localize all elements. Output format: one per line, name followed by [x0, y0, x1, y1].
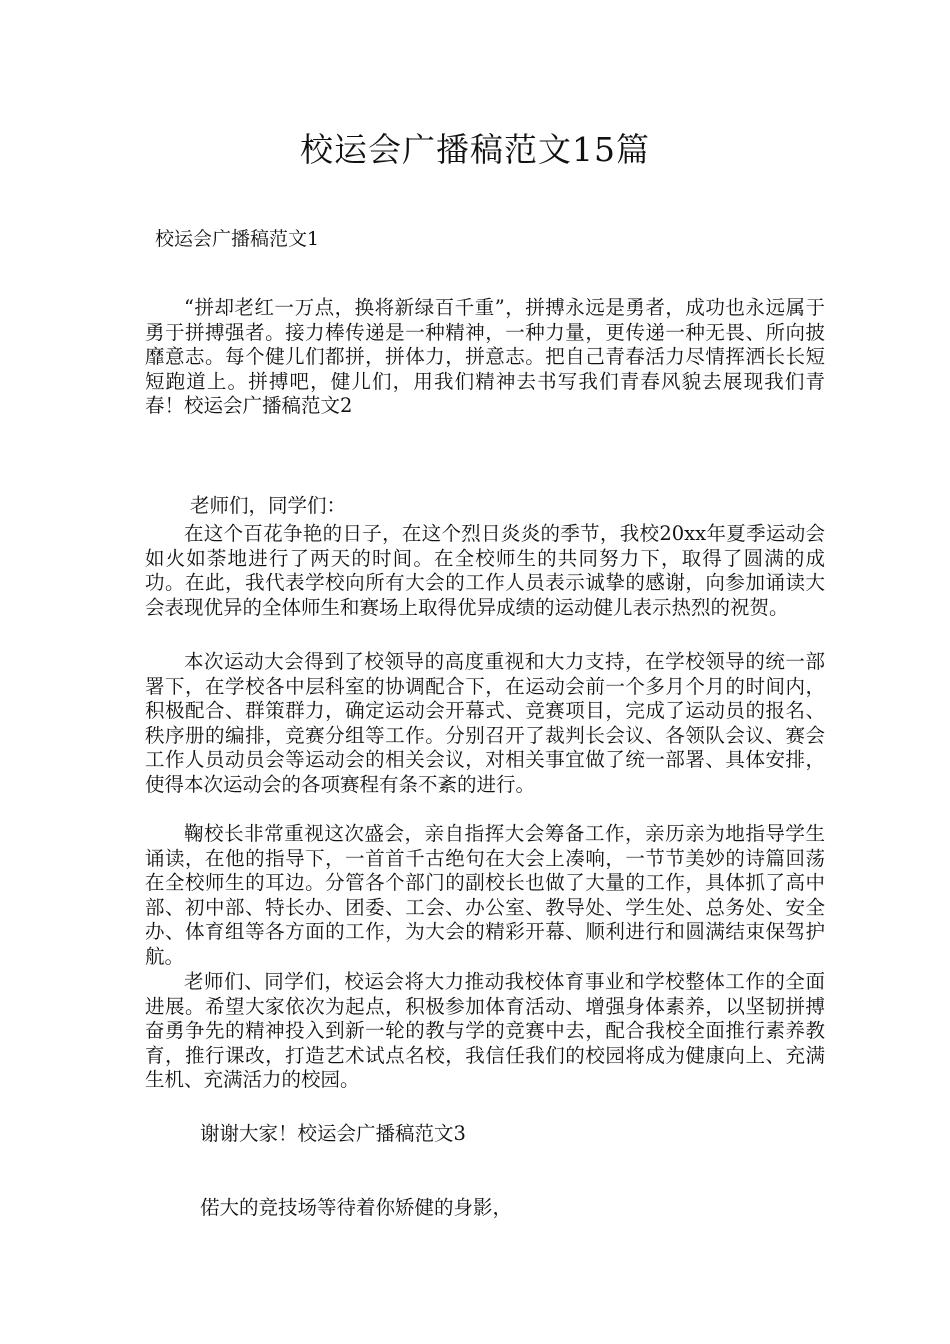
- paragraph-4: 鞠校长非常重视这次盛会，亲自指挥大会筹备工作，亲历亲为地指导学生诵读，在他的指导下，一首首千古绝句在大会上凑响，一节节美妙的诗篇回荡在全校师生的耳边。分管各个部门的副校长也做了大量的工作，具体抓了高中部、初中部、特长办、团委、工会、办公室、教导处、学生处、总务处、安全办、体育组等各方面的工作，为大会的精彩开幕、顺利进行和圆满结束保驾护航。: [145, 822, 825, 968]
- poem-line-1: 偌大的竞技场等待着你矫健的身影，: [200, 1196, 513, 1219]
- paragraph-1: “拼却老红一万点，换将新绿百千重”，拼搏永远是勇者，成功也永远属于勇于拼搏强者。接力棒传递是一种精神，一种力量，更传递一种无畏、所向披靡意志。每个健儿们都拼，拼体力，拼意志。把自己青春活力尽情挥洒长长短短跑道上。拼搏吧，健儿们，用我们精神去书写我们青春风貌去展现我们青春！校运会广播稿范文2: [145, 296, 825, 417]
- section-heading-1: 校运会广播稿范文1: [155, 228, 320, 250]
- thanks-line: 谢谢大家！校运会广播稿范文3: [200, 1122, 466, 1145]
- paragraph-3: 本次运动大会得到了校领导的高度重视和大力支持，在学校领导的统一部署下，在学校各中层科室的协调配合下，在运动会前一个多月个月的时间内，积极配合、群策群力，确定运动会开幕式、竞赛项目，完成了运动员的报名、秩序册的编排，竞赛分组等工作。分别召开了裁判长会议、各领队会议、赛会工作人员动员会等运动会的相关会议，对相关事宜做了统一部署、具体安排，使得本次运动会的各项赛程有条不紊的进行。: [145, 650, 825, 796]
- paragraph-5: 老师们、同学们，校运会将大力推动我校体育事业和学校整体工作的全面进展。希望大家依次为起点，积极参加体育活动、增强身体素养，以坚韧拼搏奋勇争先的精神投入到新一轮的教与学的竞赛中去，配合我校全面推行素养教育，推行课改，打造艺术试点名校，我信任我们的校园将成为健康向上、充满生机、充满活力的校园。: [145, 970, 825, 1091]
- paragraph-2: 在这个百花争艳的日子，在这个烈日炎炎的季节，我校20xx年夏季运动会如火如荼地进行了两天的时间。在全校师生的共同努力下，取得了圆满的成功。在此，我代表学校向所有大会的工作人员表示诚挚的感谢，向参加诵读大会表现优异的全体师生和赛场上取得优异成绩的运动健儿表示热烈的祝贺。: [145, 522, 825, 619]
- greeting: 老师们，同学们：: [190, 494, 347, 517]
- document-title: 校运会广播稿范文15篇: [300, 130, 650, 169]
